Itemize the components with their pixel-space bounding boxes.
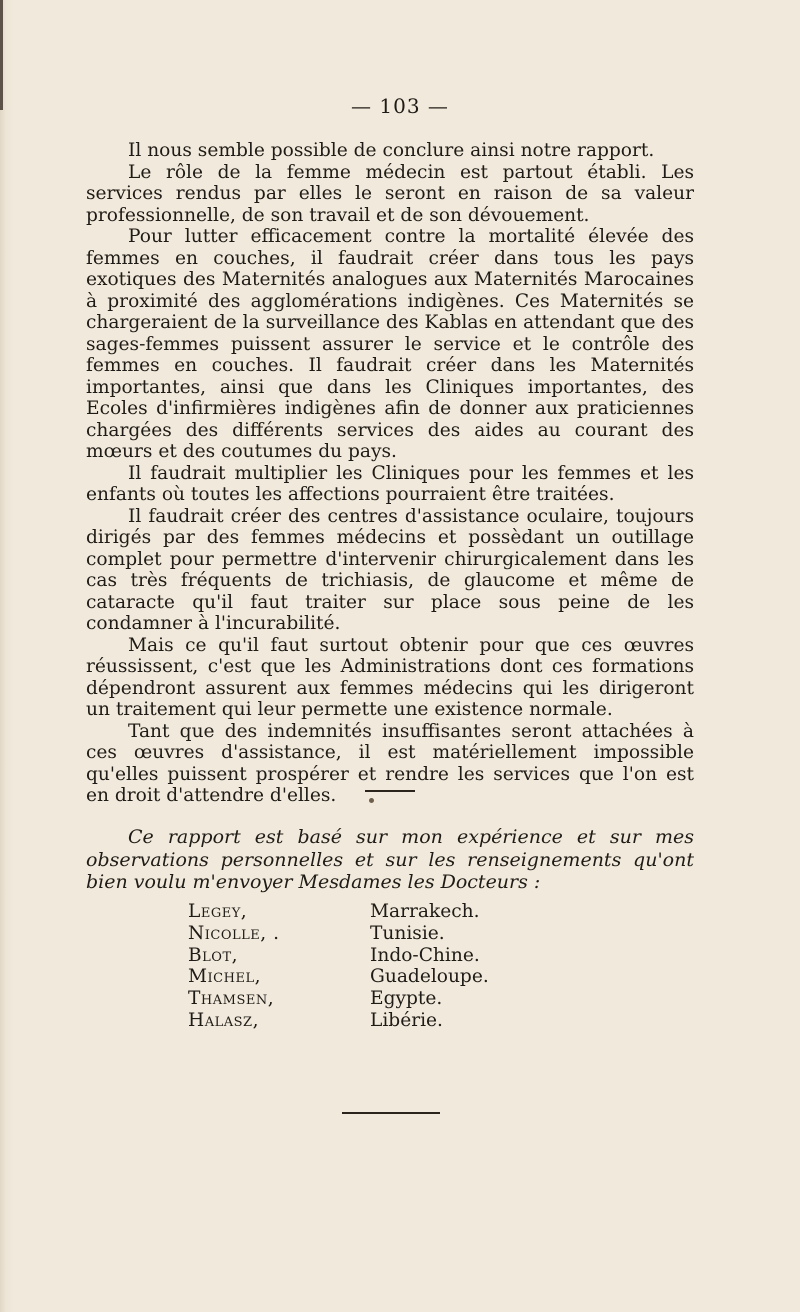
- doctor-name: Legey,: [188, 901, 248, 922]
- doctor-location: Egypte.: [370, 988, 443, 1010]
- section-divider: [365, 790, 415, 792]
- doctor-location: Indo-Chine.: [370, 944, 480, 966]
- paragraph: Il nous semble possible de conclure ainsi notre rapport.: [128, 140, 655, 161]
- report-conclusion: [86, 140, 694, 807]
- doctor-name: Halasz,: [188, 1009, 259, 1031]
- doctor-location: Guadeloupe.: [370, 966, 489, 988]
- doctor-name: Nicolle, .: [188, 922, 280, 944]
- paragraph: Mais ce qu'il faut surtout obtenir pour que ces œuvres réussissent, c'est que les Administrations dont ces formations dépendront assurent aux femmes médecins qui les dirigeront un traitement qui leur permette une existence normale.: [86, 634, 694, 720]
- ink-speck: [369, 798, 374, 803]
- doctor-row: [188, 1010, 508, 1032]
- doctor-name: Blot,: [188, 944, 239, 966]
- doctor-location: Tunisie.: [370, 922, 445, 944]
- end-divider: [342, 1112, 440, 1114]
- doctor-row: [188, 923, 508, 945]
- doctor-row: [188, 988, 508, 1010]
- doctors-list: [188, 901, 508, 1032]
- doctor-row: [188, 966, 508, 988]
- sources-note-text: Ce rapport est basé sur mon expérience et sur mes observations personnelles et sur les renseignements qu'ont bien voulu m'envoyer Mesdames les Docteurs :: [86, 826, 694, 893]
- paragraph: Il faudrait créer des centres d'assistance oculaire, toujours dirigés par des femmes médecins et possèdant un outillage complet pour permettre d'intervenir chirurgicalement dans les cas très fréquents de trichiasis, de glaucome et même de cataracte qu'il faut traiter sur place sous peine de les condamner à l'incurabilité.: [86, 505, 694, 634]
- doctor-name: Thamsen,: [188, 988, 275, 1010]
- doctor-name: Michel,: [188, 966, 261, 988]
- doctor-location: Marrakech.: [370, 901, 480, 922]
- doctor-location: Libérie.: [370, 1009, 443, 1031]
- paragraph: Il faudrait multiplier les Cliniques pour les femmes et les enfants où toutes les affections pourraient être traitées.: [86, 462, 694, 505]
- doctor-row: [188, 945, 508, 967]
- page-number: — 103 —: [351, 94, 449, 118]
- paragraph: Le rôle de la femme médecin est partout établi. Les services rendus par elles le seront en raison de sa valeur professionnelle, de son travail et de son dévouement.: [86, 161, 694, 226]
- paragraph: Pour lutter efficacement contre la mortalité élevée des femmes en couches, il faudrait créer dans tous les pays exotiques des Maternités analogues aux Maternités Marocaines à proximité des agglomérations indigènes. Ces Maternités se chargeraient de la surveillance des Kablas en attendant que des sages-femmes puissent assurer le service et le contrôle des femmes en couches. Il faudrait créer dans les Maternités importantes, ainsi que dans les Cliniques importantes, des Ecoles d'infirmières indigènes afin de donner aux praticiennes chargées des différents services des aides au courant des mœurs et des coutumes du pays.: [86, 226, 694, 462]
- paragraph: Tant que des indemnités insuffisantes seront attachées à ces œuvres d'assistance, il est matériellement impossible qu'elles puissent prospérer et rendre les services que l'on est en droit d'attendre d'elles.: [86, 720, 694, 806]
- sources-note: [86, 826, 694, 894]
- doctor-row: [188, 901, 508, 923]
